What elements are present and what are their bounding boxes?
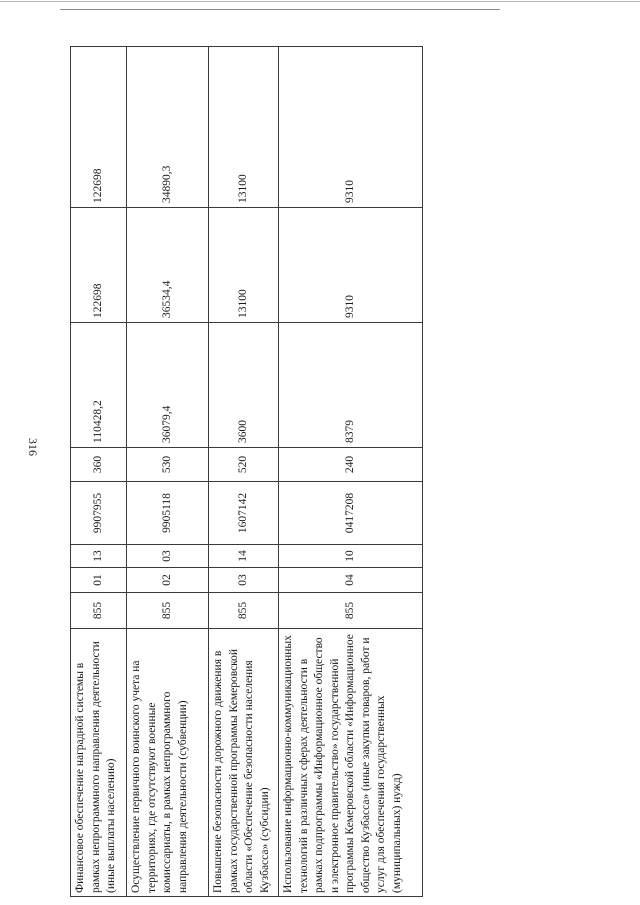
row-description: Осуществление первичного воинского учета на территориях, где отсутствуют военные комиссариаты, в рамках непрограммного направления деятельности (субвенции) (127, 629, 209, 897)
subsection-code: 10 (279, 545, 423, 568)
target-article-code: 0417208 (279, 482, 423, 545)
table-row (209, 47, 279, 897)
subsection-code: 13 (71, 545, 127, 568)
amount-year-1: 36079,4 (127, 323, 209, 448)
expense-type-code: 240 (279, 448, 423, 482)
amount-year-2: 9310 (279, 208, 423, 323)
row-description: Повышение безопасности дорожного движения в рамках государственной программы Кемеровской области «Обеспечение безопасности населения Кузбасса» (субсидии) (209, 629, 279, 897)
row-description: Финансовое обеспечение наградной системы в рамках непрограммного направления деятельности (иные выплаты населению) (71, 629, 127, 897)
target-article-code: 9905118 (127, 482, 209, 545)
amount-year-1: 110428,2 (71, 323, 127, 448)
amount-year-3: 9310 (279, 47, 423, 208)
amount-year-2: 13100 (209, 208, 279, 323)
section-code: 04 (279, 568, 423, 593)
amount-year-1: 8379 (279, 323, 423, 448)
amount-year-3: 122698 (71, 47, 127, 208)
table-row (279, 47, 423, 897)
subsection-code: 03 (127, 545, 209, 568)
section-code: 02 (127, 568, 209, 593)
scan-artifact-line (60, 9, 500, 10)
expense-type-code: 360 (71, 448, 127, 482)
expense-type-code: 530 (127, 448, 209, 482)
table-row (127, 47, 209, 897)
expense-type-code: 520 (209, 448, 279, 482)
budget-table-rotated (70, 47, 422, 897)
table-row (71, 47, 127, 897)
amount-year-1: 3600 (209, 323, 279, 448)
subsection-code: 14 (209, 545, 279, 568)
page-number: 316 (26, 438, 40, 456)
amount-year-3: 34890,3 (127, 47, 209, 208)
section-code: 01 (71, 568, 127, 593)
amount-year-2: 36534,4 (127, 208, 209, 323)
section-code: 03 (209, 568, 279, 593)
ministry-code: 855 (127, 593, 209, 629)
amount-year-3: 13100 (209, 47, 279, 208)
amount-year-2: 122698 (71, 208, 127, 323)
budget-table (70, 46, 423, 897)
ministry-code: 855 (209, 593, 279, 629)
target-article-code: 1607142 (209, 482, 279, 545)
target-article-code: 9907955 (71, 482, 127, 545)
row-description: Использование информационно-коммуникационных технологий в различных сферах деятельности в рамках подпрограммы «Информационное общество и электронное правительство» государственной программы Кемеровской области «Информационное общество Кузбасса» (иные закупки товаров, работ и услуг для обеспечения государственных (муниципальных) нужд) (279, 629, 423, 897)
scan-artifact-line (0, 1, 640, 2)
ministry-code: 855 (279, 593, 423, 629)
ministry-code: 855 (71, 593, 127, 629)
